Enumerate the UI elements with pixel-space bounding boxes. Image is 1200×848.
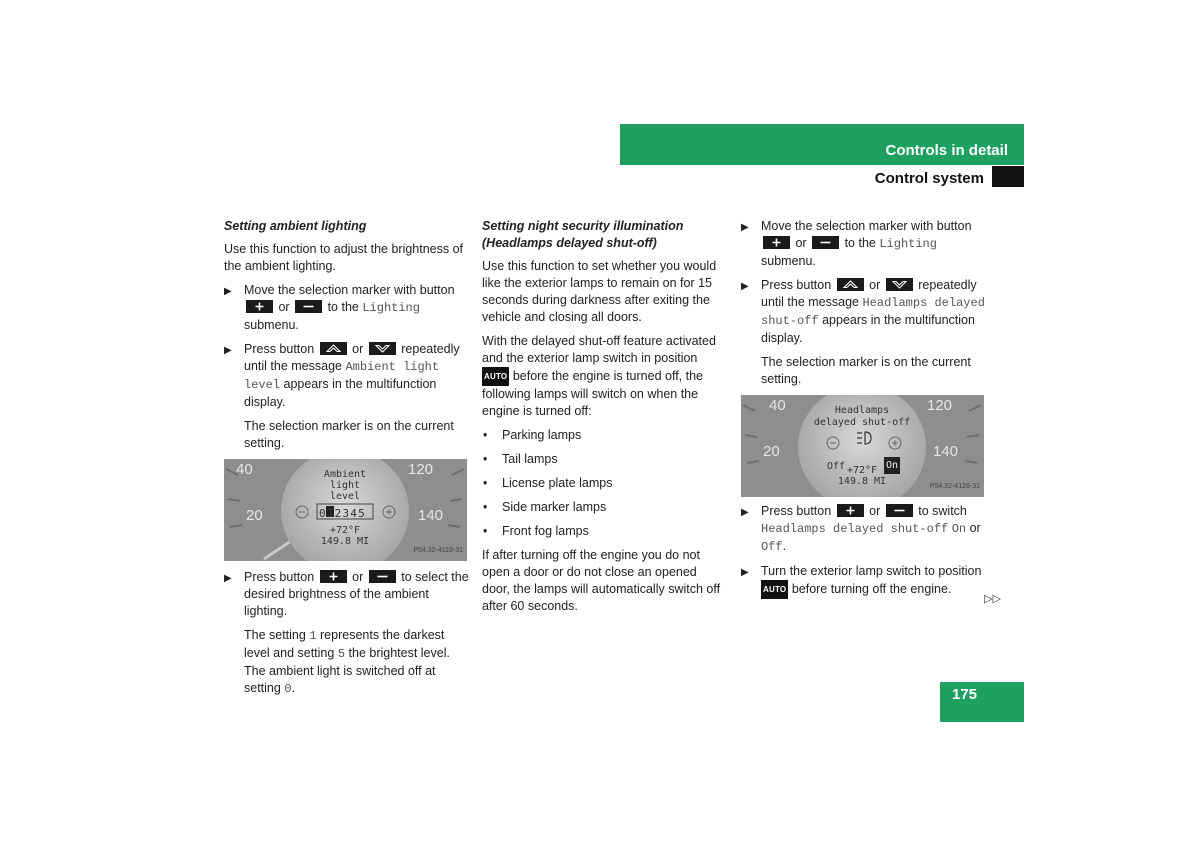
column-procedure	[741, 218, 987, 606]
display-term: 5	[337, 647, 346, 661]
plus-button-icon	[246, 300, 273, 313]
step-text-or: or	[795, 236, 807, 250]
display-term: Ambient light level	[244, 360, 440, 392]
up-button-icon	[837, 278, 864, 291]
display-term: Headlamps delayed shut-off	[761, 296, 985, 328]
speed-label: 120	[408, 461, 434, 478]
bullet-icon: •	[483, 500, 488, 514]
step-text: Move the selection marker with button	[761, 219, 972, 233]
lamp-list-item	[482, 427, 726, 444]
figure-code: P54.32-4119-31	[413, 547, 463, 554]
step-switch-setting	[741, 503, 987, 556]
down-button-icon	[369, 342, 396, 355]
step-marker-icon: ▶	[224, 345, 232, 356]
bullet-icon: •	[483, 452, 488, 466]
step-press-button	[224, 341, 470, 411]
step-text: repeatedly until the message	[244, 342, 460, 373]
step-text: to the	[844, 236, 876, 250]
step-marker-icon: ▶	[741, 222, 749, 233]
page-number: 175	[952, 686, 978, 703]
display-term: Off	[761, 540, 783, 554]
step-text: Press button	[761, 278, 832, 292]
paragraph-auto	[482, 333, 726, 420]
speed-label: 40	[236, 461, 253, 478]
auto-switch-icon: AUTO	[482, 367, 509, 386]
subsection-header	[620, 166, 1024, 187]
minus-button-icon	[886, 504, 913, 517]
section-header-bar	[620, 124, 1024, 165]
bullet-icon: •	[483, 524, 488, 538]
step-turn-switch	[741, 563, 987, 599]
display-term: 0	[284, 682, 292, 696]
lamp-list-label: Front fog lamps	[502, 524, 589, 538]
step-marker-icon: ▶	[224, 573, 232, 584]
para-text: With the delayed shut-off feature activated and the exterior lamp switch in position	[482, 334, 716, 365]
note-text: .	[291, 681, 296, 695]
auto-switch-icon: AUTO	[761, 580, 788, 599]
speed-label: 140	[418, 507, 444, 524]
temperature-readout: +72°F	[329, 525, 361, 536]
display-term: 1	[309, 629, 317, 643]
plus-button-icon	[320, 570, 347, 583]
step-select-brightness	[224, 569, 470, 620]
step-text: before turning off the engine.	[791, 582, 952, 596]
minus-button-icon	[812, 236, 839, 249]
step-text: to the	[327, 300, 359, 314]
display-line: Ambient	[323, 469, 367, 480]
subsection-title: Control system	[874, 170, 984, 187]
plus-button-icon	[763, 236, 790, 249]
step-text: submenu.	[244, 318, 299, 332]
step-move-marker	[741, 218, 987, 270]
lamp-list-label: License plate lamps	[502, 476, 613, 490]
down-button-icon	[886, 278, 913, 291]
step-text: appears in the multifunction display.	[244, 377, 437, 409]
step-text: Press button	[244, 342, 315, 356]
intro-text: Use this function to adjust the brightness of the ambient lighting.	[224, 242, 464, 273]
step-move-marker	[224, 282, 470, 334]
lamp-list-item	[482, 475, 726, 492]
column-ambient-lighting	[224, 218, 470, 705]
instrument-display-ambient	[224, 459, 467, 561]
odometer-readout: 149.8 MI	[320, 536, 370, 547]
instrument-display-headlamps	[741, 395, 984, 497]
speed-label: 20	[246, 507, 263, 524]
speed-label: 20	[763, 443, 780, 460]
option-on-selected: On	[884, 457, 900, 474]
step-marker-icon: ▶	[741, 567, 749, 578]
step-text-or: or	[869, 278, 881, 292]
lamp-list-label: Tail lamps	[502, 452, 558, 466]
display-term: Lighting	[362, 301, 420, 315]
lamp-list-item	[482, 523, 726, 540]
temperature-readout: +72°F	[846, 465, 878, 476]
display-line: level	[329, 491, 361, 502]
step-text: to switch	[918, 504, 967, 518]
speed-label: 120	[927, 397, 953, 414]
step-text-or: or	[352, 570, 364, 584]
option-off: Off	[827, 461, 846, 472]
speed-label: 140	[933, 443, 959, 460]
level-scale: 012345	[319, 507, 366, 520]
display-line: light	[329, 480, 361, 491]
display-term: Headlamps delayed shut-off	[761, 522, 949, 536]
plus-button-icon	[837, 504, 864, 517]
minus-button-icon	[295, 300, 322, 313]
step-text-or: or	[352, 342, 364, 356]
minus-button-icon	[369, 570, 396, 583]
heading-night-security: Setting night security illumination (Headlamps delayed shut-off)	[482, 219, 684, 250]
step-text: repeatedly until the message	[761, 278, 977, 309]
step-text: Press button	[761, 504, 832, 518]
display-line: Headlamps	[834, 405, 890, 416]
intro-text: Use this function to set whether you would like the exterior lamps to remain on for 15 seconds during darkness after exiting the vehicle and closing all doors.	[482, 259, 717, 324]
step-text: Move the selection marker with button	[244, 283, 455, 297]
step-text: appears in the multifunction display.	[761, 313, 975, 345]
note-text: The setting	[244, 628, 306, 642]
display-line: delayed shut-off	[813, 417, 911, 428]
step-text: Turn the exterior lamp switch to position	[761, 564, 982, 578]
header-tab-marker	[992, 166, 1024, 187]
lamp-list-label: Parking lamps	[502, 428, 582, 442]
paragraph-auto-off: If after turning off the engine you do not open a door or do not close an opened door, the lamps will automatically switch off after 60 seconds.	[482, 548, 721, 613]
step-text-or: or	[278, 300, 290, 314]
para-text: before the engine is turned off, the following lamps will switch on when the engine is turned off:	[482, 369, 703, 418]
lamp-list-label: Side marker lamps	[502, 500, 607, 514]
display-term: On	[951, 522, 967, 536]
heading-ambient-lighting: Setting ambient lighting	[224, 219, 367, 233]
note-selection-marker: The selection marker is on the current setting.	[761, 355, 971, 386]
step-text-or: or	[869, 504, 881, 518]
continued-icon: ▷▷	[984, 593, 1001, 605]
step-text: submenu.	[761, 254, 816, 268]
step-text: .	[782, 539, 787, 553]
note-selection-marker: The selection marker is on the current setting.	[244, 419, 454, 450]
step-text-or: or	[969, 521, 981, 535]
lamp-list-item	[482, 451, 726, 468]
display-term: Lighting	[879, 237, 937, 251]
step-press-button	[741, 277, 987, 347]
lamp-list	[482, 427, 726, 540]
odometer-readout: 149.8 MI	[837, 476, 887, 487]
bullet-icon: •	[483, 476, 488, 490]
page-number-box	[940, 682, 1024, 722]
step-text: Press button	[244, 570, 315, 584]
step-marker-icon: ▶	[741, 281, 749, 292]
note-brightness-levels	[224, 627, 470, 698]
note-text: the brightest level. The ambient light is switched off at setting	[244, 646, 450, 695]
up-button-icon	[320, 342, 347, 355]
lamp-list-item	[482, 499, 726, 516]
step-marker-icon: ▶	[224, 286, 232, 297]
column-night-security	[482, 218, 726, 622]
bullet-icon: •	[483, 428, 488, 442]
figure-code: P54.32-4126-31	[929, 483, 980, 490]
step-text: to select the desired brightness of the ambient lighting.	[244, 570, 469, 618]
step-marker-icon: ▶	[741, 507, 749, 518]
note-text: represents the darkest level and setting	[244, 628, 445, 660]
section-title: Controls in detail	[885, 142, 1008, 159]
speed-label: 40	[769, 397, 786, 414]
